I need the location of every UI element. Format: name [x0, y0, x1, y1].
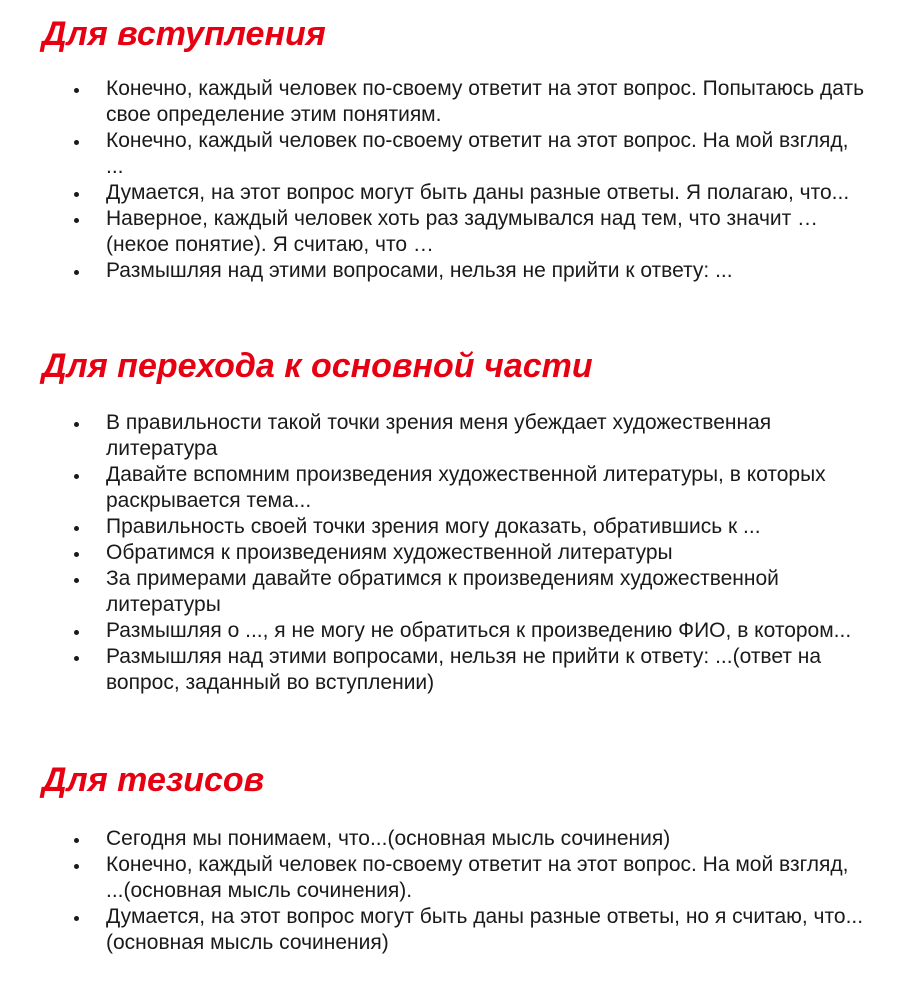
section-heading-transition: Для перехода к основной части	[42, 347, 593, 385]
list-item: Давайте вспомним произведения художественной литературы, в которых раскрывается тема...	[0, 462, 900, 514]
list-item: Правильность своей точки зрения могу доказать, обратившись к ...	[0, 514, 900, 540]
list-item: Думается, на этот вопрос могут быть даны разные ответы. Я полагаю, что...	[0, 180, 900, 206]
list-item: В правильности такой точки зрения меня убеждает художественная литература	[0, 410, 900, 462]
list-item: Сегодня мы понимаем, что...(основная мысль сочинения)	[0, 826, 900, 852]
section-heading-theses: Для тезисов	[42, 761, 265, 799]
section-heading-intro: Для вступления	[42, 15, 326, 53]
list-item: Размышляя над этими вопросами, нельзя не прийти к ответу: ...(ответ на вопрос, заданный во вступлении)	[0, 644, 900, 696]
list-item: Конечно, каждый человек по-своему ответит на этот вопрос. На мой взгляд, ...(основная мысль сочинения).	[0, 852, 900, 904]
list-item: За примерами давайте обратимся к произведениям художественной литературы	[0, 566, 900, 618]
list-item: Конечно, каждый человек по-своему ответит на этот вопрос. Попытаюсь дать свое определение этим понятиям.	[0, 76, 900, 128]
list-item: Думается, на этот вопрос могут быть даны разные ответы, но я считаю, что... (основная мысль сочинения)	[0, 904, 900, 956]
theses-phrase-list	[0, 826, 900, 956]
list-item: Конечно, каждый человек по-своему ответит на этот вопрос. На мой взгляд, ...	[0, 128, 900, 180]
list-item: Размышляя над этими вопросами, нельзя не прийти к ответу: ...	[0, 258, 900, 284]
intro-phrase-list	[0, 76, 900, 284]
list-item: Обратимся к произведениям художественной литературы	[0, 540, 900, 566]
list-item: Наверное, каждый человек хоть раз задумывался над тем, что значит …(некое понятие). Я считаю, что …	[0, 206, 900, 258]
transition-phrase-list	[0, 410, 900, 696]
list-item: Размышляя о ..., я не могу не обратиться к произведению ФИО, в котором...	[0, 618, 900, 644]
